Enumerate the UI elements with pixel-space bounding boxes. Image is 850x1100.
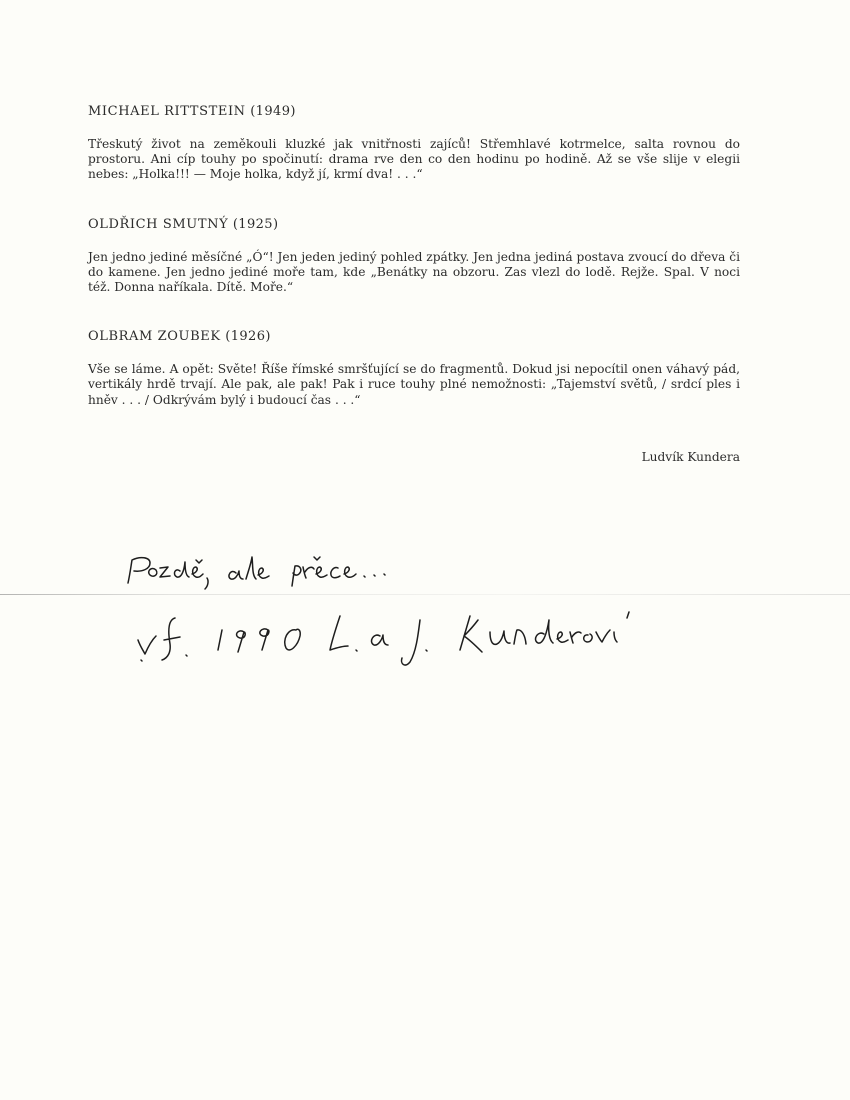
- entry-text: Třeskutý život na zeměkouli kluzké jak vnitřnosti zajíců! Střemhlavé kotrmelce, salta rovnou do prostoru. Ani cíp touhy po spočinutí: drama rve den co den hodinu po hodině. Až se vše slije v elegii nebes: „Holka!!! — Moje holka, když jí, krmí dva! . . .“: [88, 137, 740, 182]
- artist-name: MICHAEL RITTSTEIN: [88, 104, 246, 119]
- artist-year: (1925): [232, 216, 279, 232]
- handwriting-line-2: [138, 612, 629, 665]
- artist-year: (1949): [250, 104, 296, 119]
- entry-text: Jen jedno jediné měsíčné „Ó“! Jen jeden jediný pohled zpátky. Jen jedna jediná postava zvoucí do dřeva či do kamene. Jen jedno jediné moře tam, kde „Benátky na obzoru. Zas vlezl do lodě. Rejže. Spal. V noci též. Donna naříkala. Dítě. Moře.“: [88, 249, 740, 295]
- artist-name: OLDŘICH SMUTNÝ: [88, 216, 229, 232]
- handwriting-line-1: [128, 557, 385, 589]
- artist-year: (1926): [225, 329, 271, 345]
- entry-text: Vše se láme. A opět: Světe! Říše římské smršťující se do fragmentů. Dokud jsi nepocítil onen váhavý pád, vertikály hrdě trvají. Ale pak, ale pak! Pak i ruce touhy plné nemožnosti: „Tajemství světů, / srdcí ples i hněv . . . / Odkrývám bylý i budoucí čas . . .“: [88, 362, 740, 407]
- author-signature: Ludvík Kundera: [641, 450, 740, 464]
- artist-name: OLBRAM ZOUBEK: [88, 329, 221, 345]
